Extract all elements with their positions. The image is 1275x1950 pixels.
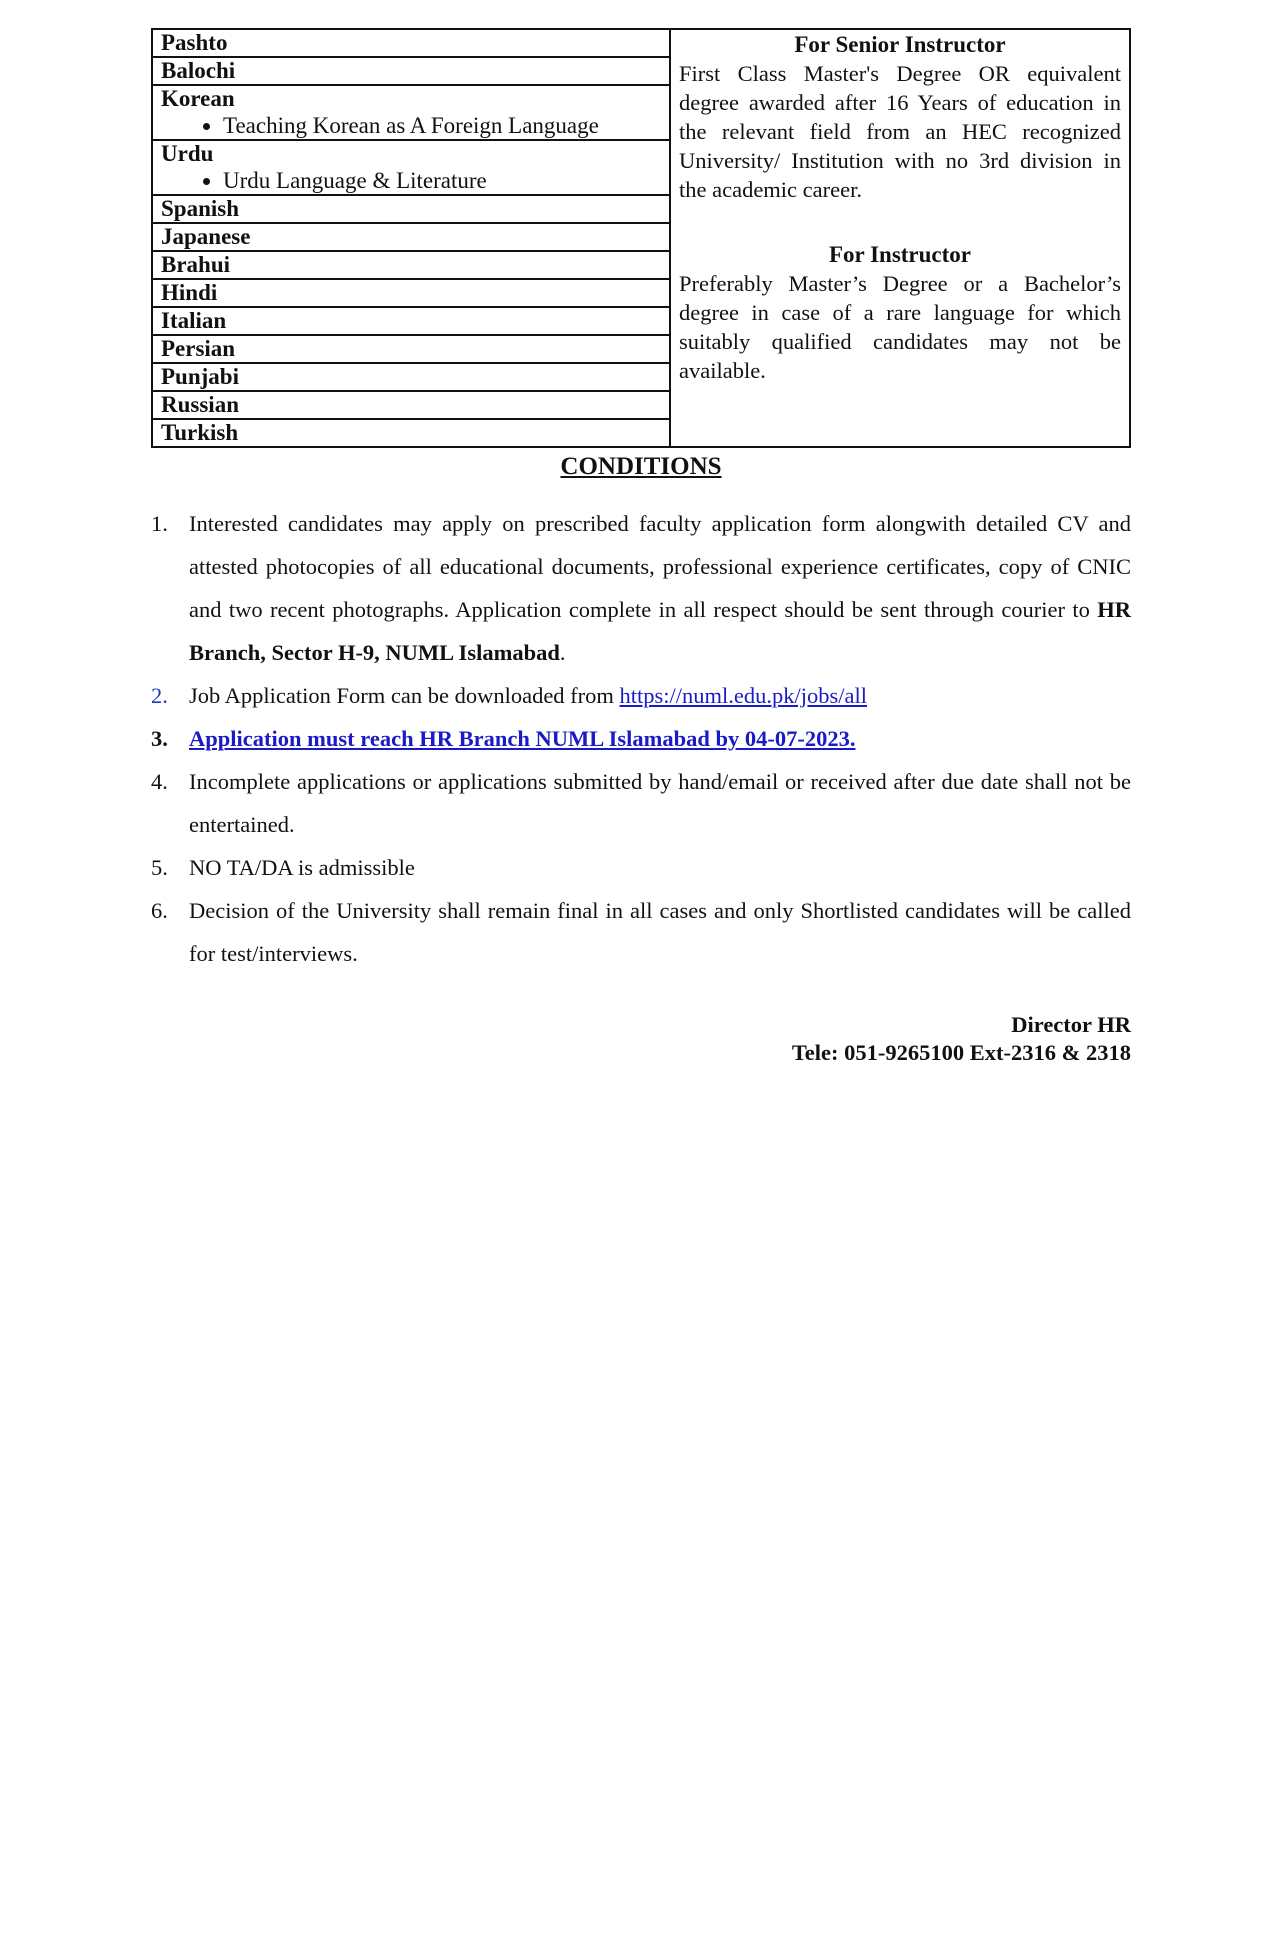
language-name: Persian <box>161 336 236 361</box>
language-cell <box>152 195 670 223</box>
condition-item <box>151 674 1131 717</box>
condition-number: 6. <box>151 898 168 923</box>
language-name: Italian <box>161 308 227 333</box>
language-cell <box>152 251 670 279</box>
specialization-list <box>161 112 661 139</box>
condition-item <box>151 760 1131 846</box>
condition-number: 2. <box>151 683 168 708</box>
language-name: Turkish <box>161 420 239 445</box>
spacer <box>679 204 1121 240</box>
table-row <box>152 29 1130 57</box>
language-name: Hindi <box>161 280 218 305</box>
language-name: Spanish <box>161 196 240 221</box>
condition-item <box>151 717 1131 760</box>
qualification-cell <box>670 29 1130 447</box>
specialization-item: • Urdu Language & Literature <box>223 167 661 194</box>
language-cell <box>152 223 670 251</box>
instructor-heading: For Instructor <box>828 242 972 267</box>
language-cell <box>152 363 670 391</box>
language-cell <box>152 419 670 447</box>
condition-text: Job Application Form can be downloaded from <box>189 683 620 708</box>
language-cell <box>152 85 670 140</box>
language-name: Balochi <box>161 58 236 83</box>
condition-number: 5. <box>151 855 168 880</box>
condition-number: 4. <box>151 769 168 794</box>
specialization-item: • Teaching Korean as A Foreign Language <box>223 112 661 139</box>
language-cell <box>152 279 670 307</box>
language-name: Pashto <box>161 30 228 55</box>
language-name: Punjabi <box>161 364 239 389</box>
language-cell <box>152 391 670 419</box>
language-cell <box>152 140 670 195</box>
condition-item <box>151 889 1131 975</box>
language-name: Urdu <box>161 141 214 166</box>
condition-number: 3. <box>151 726 168 751</box>
language-name: Japanese <box>161 224 251 249</box>
language-name: Korean <box>161 86 235 111</box>
senior-instructor-heading: For Senior Instructor <box>794 32 1006 57</box>
signatory-title: Director HR <box>1011 1012 1131 1037</box>
language-cell <box>152 29 670 57</box>
deadline-link[interactable]: Application must reach HR Branch NUML Islamabad by 04-07-2023. <box>189 726 856 751</box>
condition-number: 1. <box>151 511 168 536</box>
condition-item <box>151 846 1131 889</box>
conditions-list <box>151 502 1131 975</box>
jobs-link[interactable]: https://numl.edu.pk/jobs/all <box>619 683 868 708</box>
condition-text: NO TA/DA is admissible <box>189 855 415 880</box>
instructor-text: Preferably Master’s Degree or a Bachelor’s degree in case of a rare language for which suitably qualified candidates may not be available. <box>679 271 1121 383</box>
language-name: Brahui <box>161 252 231 277</box>
specialization-list <box>161 167 661 194</box>
condition-text: Incomplete applications or applications submitted by hand/email or received after due date shall not be entertained. <box>189 769 1131 837</box>
senior-instructor-text: First Class Master's Degree OR equivalent degree awarded after 16 Years of education in the relevant field from an HEC recognized University/ Institution with no 3rd division in the academic career. <box>679 61 1121 202</box>
language-cell <box>152 335 670 363</box>
condition-text: Interested candidates may apply on prescribed faculty application form alongwith detailed CV and attested photocopies of all educational documents, professional experience certificates, copy of CNIC and two recent photographs. Application complete in all respect should be sent through courier to <box>189 511 1131 622</box>
hr-branch-address: HR Branch, Sector H-9, NUML Islamabad <box>189 597 1131 665</box>
language-cell <box>152 307 670 335</box>
language-name: Russian <box>161 392 239 417</box>
language-cell <box>152 57 670 85</box>
condition-text: Decision of the University shall remain final in all cases and only Shortlisted candidates will be called for test/interviews. <box>189 898 1131 966</box>
conditions-title: CONDITIONS <box>560 453 722 480</box>
condition-text-end: . <box>559 640 566 665</box>
contact-telephone: Tele: 051-9265100 Ext-2316 & 2318 <box>791 1040 1131 1065</box>
signature-block <box>151 1011 1131 1067</box>
document-page <box>151 28 1131 1067</box>
language-qualification-table <box>151 28 1131 448</box>
condition-item <box>151 502 1131 674</box>
